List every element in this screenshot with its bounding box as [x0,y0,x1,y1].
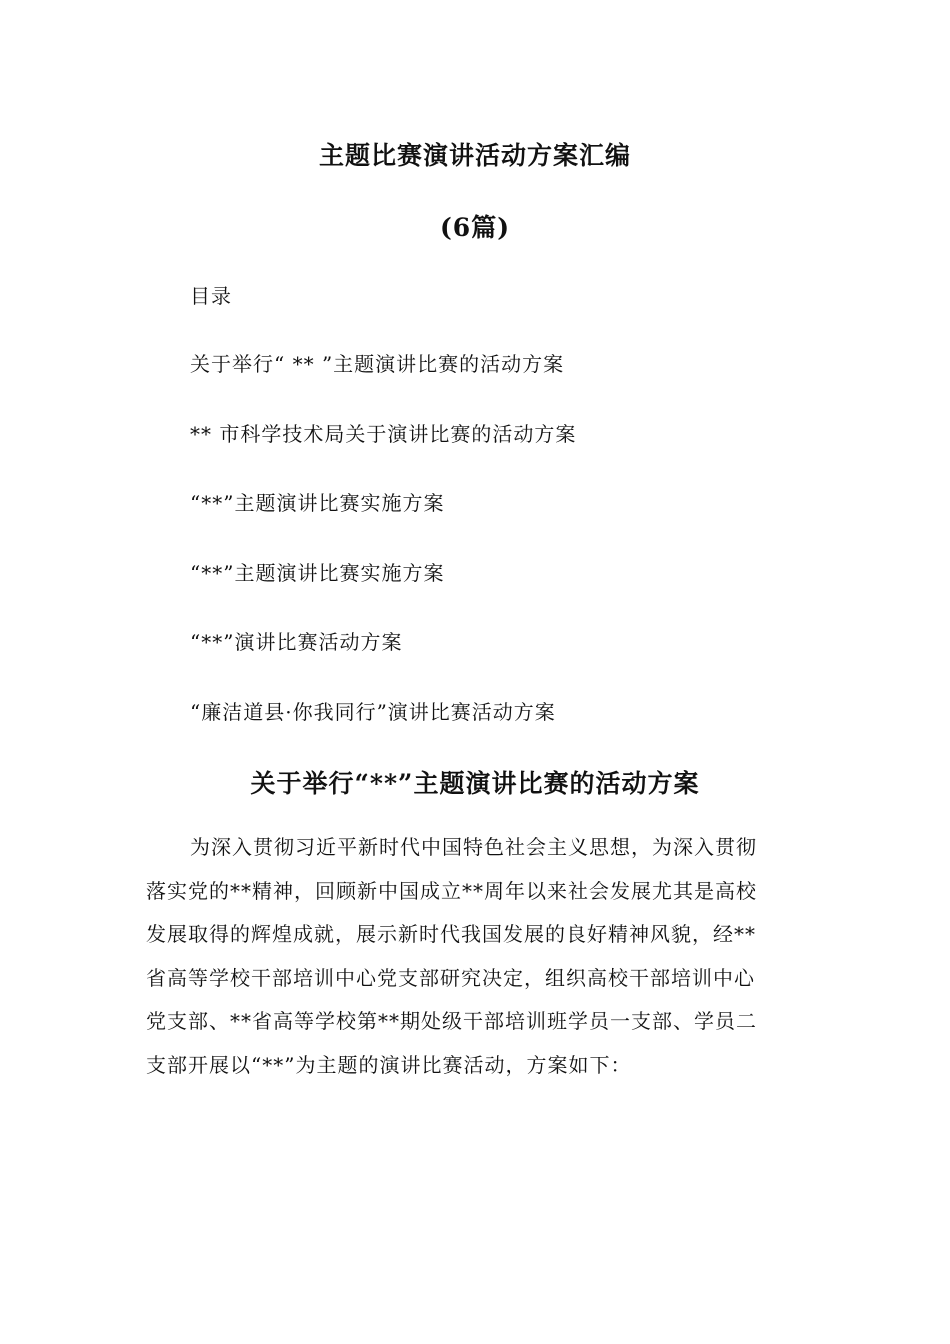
toc-item[interactable]: “廉洁道县·你我同行”演讲比赛活动方案 [190,700,556,724]
paragraph-line: 支部开展以“**”为主题的演讲比赛活动，方案如下： [146,1052,632,1077]
document-title: 主题比赛演讲活动方案汇编 [318,141,631,170]
toc-item[interactable]: “**”主题演讲比赛实施方案 [190,491,445,515]
paragraph-line: 党支部、**省高等学校第**期处级干部培训班学员一支部、学员二 [146,1009,757,1033]
paragraph-line: 发展取得的辉煌成就，展示新时代我国发展的良好精神风貌，经** [146,922,756,946]
section-paragraph [146,826,810,1087]
section-title: 关于举行“**”主题演讲比赛的活动方案 [250,769,700,798]
toc-heading: 目录 [190,284,232,308]
toc-item[interactable]: ** 市科学技术局关于演讲比赛的活动方案 [190,422,577,446]
toc-item[interactable]: 关于举行“ ** ”主题演讲比赛的活动方案 [190,352,565,376]
document-count: (6篇) [439,213,511,242]
paragraph-line: 落实党的**精神，回顾新中国成立**周年以来社会发展尤其是高校 [146,878,757,903]
paragraph-line: 省高等学校干部培训中心党支部研究决定，组织高校干部培训中心 [146,965,755,990]
paragraph-line: 为深入贯彻习近平新时代中国特色社会主义思想，为深入贯彻 [190,835,757,859]
toc-item[interactable]: “**”演讲比赛活动方案 [190,630,403,654]
toc-item[interactable]: “**”主题演讲比赛实施方案 [190,561,445,585]
